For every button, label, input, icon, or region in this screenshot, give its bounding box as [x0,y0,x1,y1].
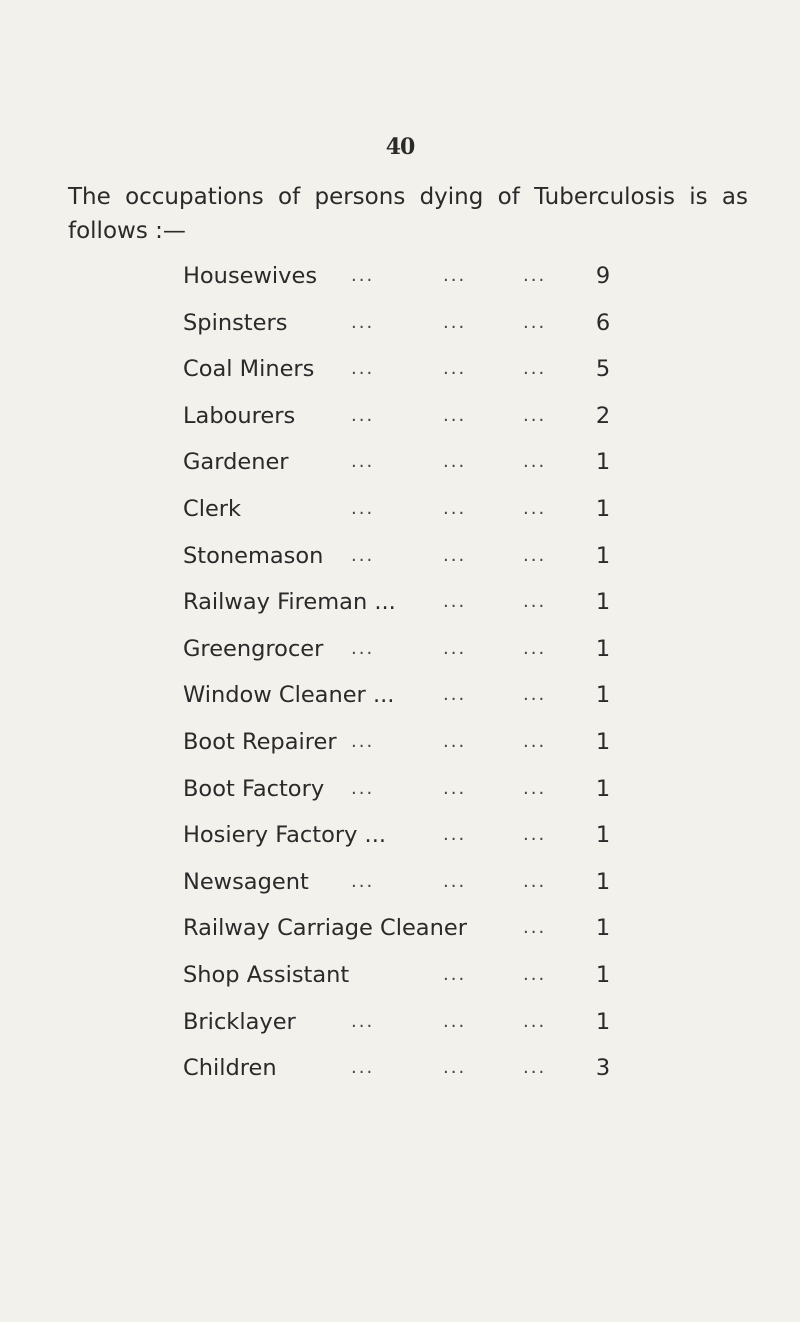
occupation-label: Spinsters [183,309,288,336]
dot-leader: ... [443,451,467,473]
dot-leader: ... [523,591,547,613]
dot-leader: ... [351,730,375,752]
dot-leader: ... [443,358,467,380]
dot-leader: ... [351,544,375,566]
occupation-count: 1 [595,1008,611,1035]
occupation-count: 1 [595,495,611,522]
occupation-count: 3 [595,1055,611,1082]
occupation-row [183,536,623,583]
occupation-row [183,1048,623,1095]
intro-paragraph: The occupations of persons dying of Tuberculosis is as follows :— [68,184,748,244]
occupation-label: Shop Assistant [183,961,350,988]
occupation-row [183,629,623,676]
dot-leader: ... [351,358,375,380]
occupation-row [183,1002,623,1049]
dot-leader: ... [523,404,547,426]
occupation-count: 1 [595,682,611,709]
occupation-label: Stonemason [183,542,324,569]
occupation-row [183,442,623,489]
occupation-row [183,349,623,396]
occupation-count: 2 [595,402,611,429]
occupation-label: Coal Miners [183,356,315,383]
dot-leader: ... [351,451,375,473]
dot-leader: ... [443,730,467,752]
occupation-label: Clerk [183,495,242,522]
dot-leader: ... [523,265,547,286]
dot-leader: ... [523,777,547,799]
occupation-count: 1 [595,449,611,476]
dot-leader: ... [523,311,547,333]
dot-leader: ... [523,730,547,752]
dot-leader: ... [443,544,467,566]
dot-leader: ... [443,777,467,799]
occupation-count: 1 [595,822,611,849]
dot-leader: ... [443,963,467,985]
dot-leader: ... [443,404,467,426]
dot-leader: ... [443,311,467,333]
dot-leader: ... [443,265,467,286]
dot-leader: ... [523,917,547,939]
occupation-label: Railway Fireman ... [183,589,396,616]
dot-leader: ... [351,1010,375,1032]
dot-leader: ... [351,497,375,519]
dot-leader: ... [523,1010,547,1032]
occupation-row [183,908,623,955]
occupation-row [183,862,623,909]
occupation-row [183,582,623,629]
dot-leader: ... [523,544,547,566]
occupation-label: Children [183,1055,277,1082]
dot-leader: ... [351,1057,375,1079]
occupation-row [183,489,623,536]
occupation-count: 1 [595,589,611,616]
occupation-count: 1 [595,728,611,755]
occupation-label: Window Cleaner ... [183,682,395,709]
occupation-count: 9 [595,263,611,289]
occupation-count: 1 [595,961,611,988]
dot-leader: ... [351,311,375,333]
dot-leader: ... [443,684,467,706]
occupation-row [183,769,623,816]
occupation-label: Railway Carriage Cleaner [183,915,467,942]
dot-leader: ... [443,637,467,659]
occupation-label: Bricklayer [183,1008,296,1035]
dot-leader: ... [351,265,375,286]
occupation-row [183,303,623,350]
occupation-row [183,722,623,769]
occupation-count: 6 [595,309,611,336]
occupation-count: 1 [595,868,611,895]
occupation-row [183,955,623,1002]
occupation-label: Boot Repairer [183,728,337,755]
dot-leader: ... [443,870,467,892]
occupation-count: 1 [595,542,611,569]
occupation-label: Housewives [183,263,318,289]
occupation-list [183,256,623,1095]
page-number: 40 [385,134,415,160]
dot-leader: ... [523,1057,547,1079]
dot-leader: ... [443,1010,467,1032]
dot-leader: ... [351,777,375,799]
occupation-label: Hosiery Factory ... [183,822,387,849]
occupation-row [183,815,623,862]
dot-leader: ... [523,637,547,659]
occupation-row [183,675,623,722]
dot-leader: ... [443,497,467,519]
occupation-label: Labourers [183,402,296,429]
occupation-row [183,256,623,303]
dot-leader: ... [523,497,547,519]
occupation-row [183,396,623,443]
dot-leader: ... [523,824,547,846]
occupation-label: Boot Factory [183,775,325,802]
occupation-label: Newsagent [183,868,309,895]
dot-leader: ... [523,358,547,380]
dot-leader: ... [443,824,467,846]
dot-leader: ... [523,684,547,706]
dot-leader: ... [351,870,375,892]
dot-leader: ... [523,870,547,892]
occupation-count: 1 [595,635,611,662]
occupation-label: Greengrocer [183,635,324,662]
dot-leader: ... [443,1057,467,1079]
occupation-count: 5 [595,356,611,383]
occupation-count: 1 [595,775,611,802]
dot-leader: ... [523,451,547,473]
dot-leader: ... [523,963,547,985]
dot-leader: ... [351,404,375,426]
occupation-count: 1 [595,915,611,942]
dot-leader: ... [351,637,375,659]
dot-leader: ... [443,591,467,613]
occupation-label: Gardener [183,449,289,476]
